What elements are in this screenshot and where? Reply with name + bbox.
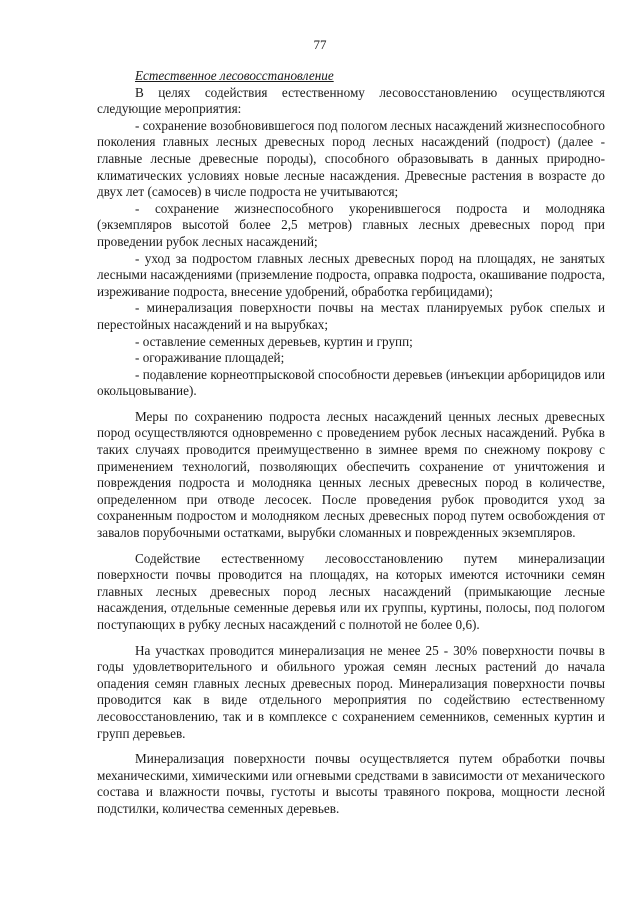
list-item-seed-trees: - оставление семенных деревьев, куртин и групп; <box>135 333 413 349</box>
paragraph-intro: В целях содействия естественному лесовосстановлению осуществляются следующие мероприятия: <box>97 84 605 117</box>
section-heading: Естественное лесовосстановление <box>135 68 334 83</box>
page-number: 77 <box>313 37 327 52</box>
paragraph-mineralization-methods: Минерализация поверхности почвы осуществляется путем обработки почвы механическими, химическими или огневыми средствами в зависимости от механического состава и влажности почвы, густоты и высоты травяного покрова, мощности лесной подстилки, количества семенных деревьев. <box>97 751 605 816</box>
list-item-suppression: - подавление корнеотпрысковой способности деревьев (инъекции арборицидов или окольцовывание). <box>97 366 605 399</box>
list-item-soil-mineralization: - минерализация поверхности почвы на местах планируемых рубок спелых и перестойных насаждений и на вырубках; <box>97 300 605 332</box>
paragraph-regrowth-measures: Меры по сохранению подроста лесных насаждений ценных лесных древесных пород осуществляются одновременно с проведением рубок лесных насаждений. Рубка в таких случаях проводится преимущественно в зимнее время по снежному покрову с применением технологий, позволяющих обеспечить сохранение от уничтожения и повреждения подроста и молодняка ценных лесных древесных пород в количестве, определенном при отводе лесосек. После проведения рубок проводится уход за сохраненным подростом и молодняком лесных древесных пород путем освобождения от завалов порубочными остатками, вырубки сломанных и поврежденных экземпляров. <box>97 408 605 541</box>
paragraph-mineralization-rate: На участках проводится минерализация не менее 25 - 30% поверхности почвы в годы удовлетворительного и обильного урожая семян лесных растений до начала опадения семян главных лесных древесных пород. Минерализация поверхности почвы проводится как в виде отдельного мероприятия по содействию естественному лесовосстановлению, так и в комплексе с сохранением семенников, семенных куртин и групп деревьев. <box>97 642 605 741</box>
list-item-preserve-regrowth: - сохранение возобновившегося под пологом лесных насаждений жизнеспособного поколения главных лесных древесных пород лесных насаждений (подрост) (далее - главные лесные древесные породы), способного образовывать в данных природно-климатических условиях новые лесные насаждения. Древесные растения в возрасте до двух лет (самосев) в числе подроста не учитываются; <box>97 117 605 200</box>
page-body <box>97 68 605 818</box>
list-item-care-regrowth: - уход за подростом главных лесных древесных пород на площадях, не занятых лесными насаждениями (приземление подроста, оправка подроста, окашивание подроста, изреживание подроста, внесение удобрений, обработка гербицидами); <box>97 250 605 299</box>
list-item-preserve-young-growth: - сохранение жизнеспособного укоренившегося подроста и молодняка (экземпляров высотой более 2,5 метров) главных лесных древесных пород при проведении рубок лесных насаждений; <box>97 200 605 249</box>
paragraph-mineralization-areas: Содействие естественному лесовосстановлению путем минерализации поверхности почвы проводится на площадях, на которых имеются источники семян главных лесных древесных пород лесных насаждений (примыкающие лесные насаждения, отдельные семенные деревья или их группы, куртины, полосы, под пологом поступающих в рубку лесных насаждений с полнотой не более 0,6). <box>97 550 605 632</box>
list-item-fencing: - огораживание площадей; <box>135 350 285 366</box>
